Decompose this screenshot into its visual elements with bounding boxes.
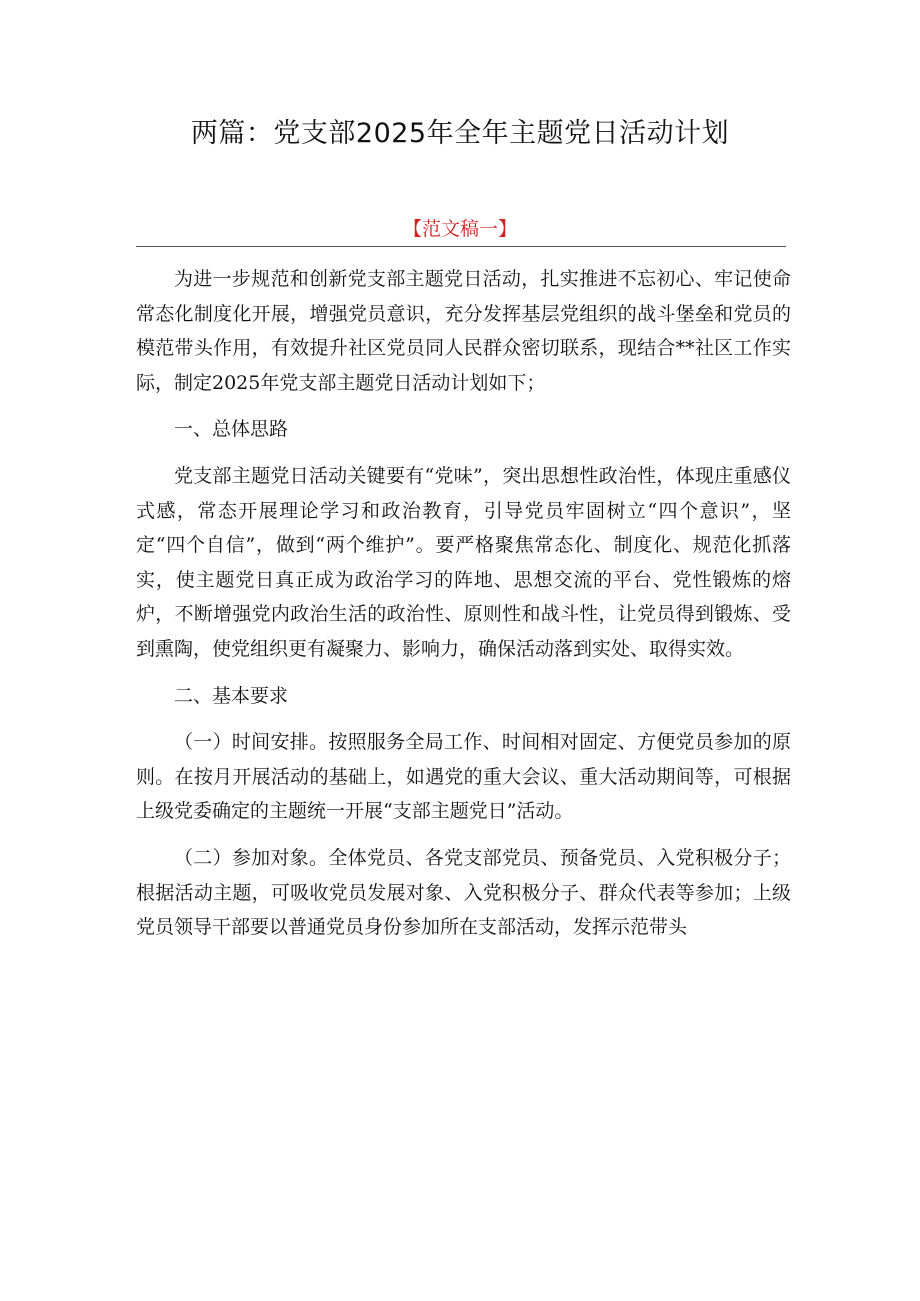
paragraph-time-arrangement: （一）时间安排。按照服务全局工作、时间相对固定、方便党员参加的原则。在按月开展活动的基础上，如遇党的重大会议、重大活动期间等，可根据上级党委确定的主题统一开展“支部主题党日”活动。 xyxy=(136,731,791,823)
document-subtitle: 【范文稿一】 xyxy=(402,218,517,240)
document-title: 两篇：党支部2025年全年主题党日活动计划 xyxy=(190,118,730,149)
paragraph-participants: （二）参加对象。全体党员、各党支部党员、预备党员、入党积极分子；根据活动主题，可吸收党员发展对象、入党积极分子、群众代表等参加；上级党员领导干部要以普通党员身份参加所在支部活动，发挥示范带头 xyxy=(136,846,791,939)
section-heading-basic-requirements: 二、基本要求 xyxy=(174,684,289,707)
title-divider xyxy=(136,246,786,247)
paragraph-overall-approach: 党支部主题党日活动关键要有“党味”，突出思想性政治性，体现庄重感仪式感，常态开展理论学习和政治教育，引导党员牢固树立“四个意识”，坚定“四个自信”，做到“两个维护”。要严格聚焦常态化、制度化、规范化抓落实，使主题党日真正成为政治学习的阵地、思想交流的平台、党性锻炼的熔炉，不断增强党内政治生活的政治性、原则性和战斗性，让党员得到锻炼、受到熏陶，使党组织更有凝聚力、影响力，确保活动落到实处、取得实效。 xyxy=(136,464,791,660)
section-heading-overall-approach: 一、总体思路 xyxy=(174,418,289,441)
document-body xyxy=(136,262,791,945)
paragraph-intro: 为进一步规范和创新党支部主题党日活动，扎实推进不忘初心、牢记使命常态化制度化开展，增强党员意识，充分发挥基层党组织的战斗堡垒和党员的模范带头作用，有效提升社区党员同人民群众密切联系，现结合**社区工作实际，制定2025年党支部主题党日活动计划如下； xyxy=(136,268,791,394)
